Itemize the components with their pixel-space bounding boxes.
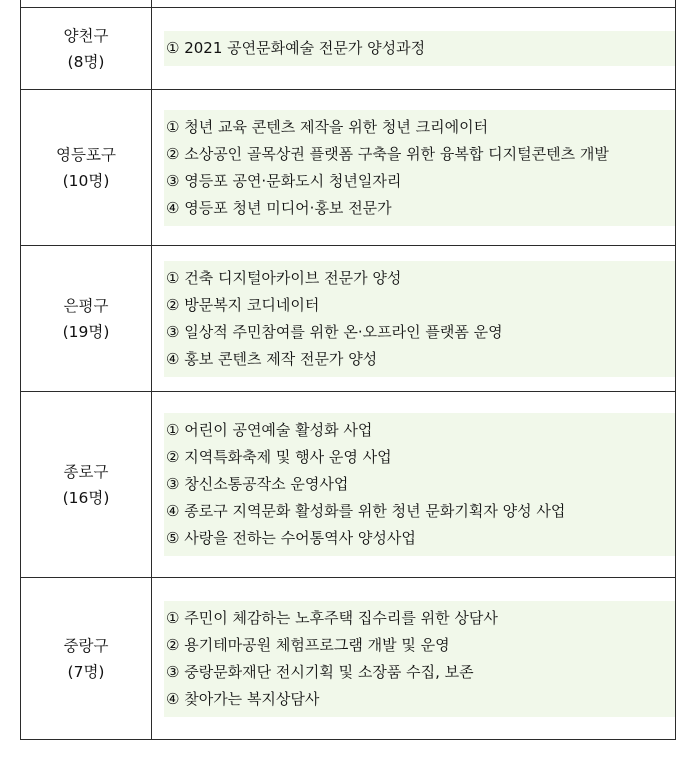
district-cell (21, 0, 152, 8)
program-list (164, 110, 675, 226)
list-item: ② 방문복지 코디네이터 (166, 295, 320, 314)
table-row (21, 578, 676, 740)
list-item: ④ 찾아가는 복지상담사 (166, 689, 320, 708)
list-item: ① 건축 디지털아카이브 전문가 양성 (166, 268, 402, 287)
list-item: ③ 창신소통공작소 운영사업 (166, 475, 349, 493)
district-count: (10명) (62, 171, 110, 190)
program-cell (152, 8, 676, 90)
district-name: 은평구 (63, 296, 109, 315)
table-row (21, 90, 676, 246)
program-cell (152, 578, 676, 740)
table-row (21, 246, 676, 392)
list-item: ② 소상공인 골목상권 플랫폼 구축을 위한 융복합 디지털콘텐츠 개발 (166, 144, 609, 163)
district-name: 영등포구 (56, 145, 116, 164)
district-name: 양천구 (63, 26, 109, 45)
program-cell (152, 0, 676, 8)
program-list (164, 413, 675, 556)
district-name: 종로구 (63, 462, 109, 481)
list-item: ② 용기테마공원 체험프로그램 개발 및 운영 (166, 635, 450, 654)
district-cell (21, 246, 152, 392)
list-item: ① 청년 교육 콘텐츠 제작을 위한 청년 크리에이터 (166, 117, 489, 136)
district-cell (21, 90, 152, 246)
list-item: ③ 일상적 주민참여를 위한 온·오프라인 플랫폼 운영 (166, 322, 503, 341)
district-program-table (20, 0, 676, 740)
list-item: ④ 홍보 콘텐츠 제작 전문가 양성 (166, 349, 378, 368)
program-cell (152, 246, 676, 392)
district-count: (16명) (62, 488, 110, 507)
list-item: ③ 중랑문화재단 전시기획 및 소장품 수집, 보존 (166, 662, 474, 681)
program-list (164, 601, 675, 717)
list-item: ③ 영등포 공연·문화도시 청년일자리 (166, 171, 402, 190)
list-item: ② 지역특화축제 및 행사 운영 사업 (166, 448, 392, 466)
program-cell (152, 392, 676, 578)
district-count: (8명) (67, 52, 105, 71)
table-row (21, 8, 676, 90)
list-item: ① 주민이 체감하는 노후주택 집수리를 위한 상담사 (166, 608, 498, 627)
list-item: ① 어린이 공연예술 활성화 사업 (166, 421, 373, 439)
list-item: ⑤ 사랑을 전하는 수어통역사 양성사업 (166, 529, 416, 547)
table-row (21, 392, 676, 578)
district-cell (21, 392, 152, 578)
list-item: ① 2021 공연문화예술 전문가 양성과정 (166, 39, 426, 57)
district-cell (21, 8, 152, 90)
district-name: 중랑구 (63, 636, 109, 655)
program-list (164, 31, 675, 66)
table-row-top (21, 0, 676, 8)
district-cell (21, 578, 152, 740)
list-item: ④ 영등포 청년 미디어·홍보 전문가 (166, 198, 392, 217)
program-cell (152, 90, 676, 246)
program-list (164, 261, 675, 377)
district-count: (19명) (62, 322, 110, 341)
list-item: ④ 종로구 지역문화 활성화를 위한 청년 문화기획자 양성 사업 (166, 502, 566, 520)
district-count: (7명) (67, 662, 105, 681)
